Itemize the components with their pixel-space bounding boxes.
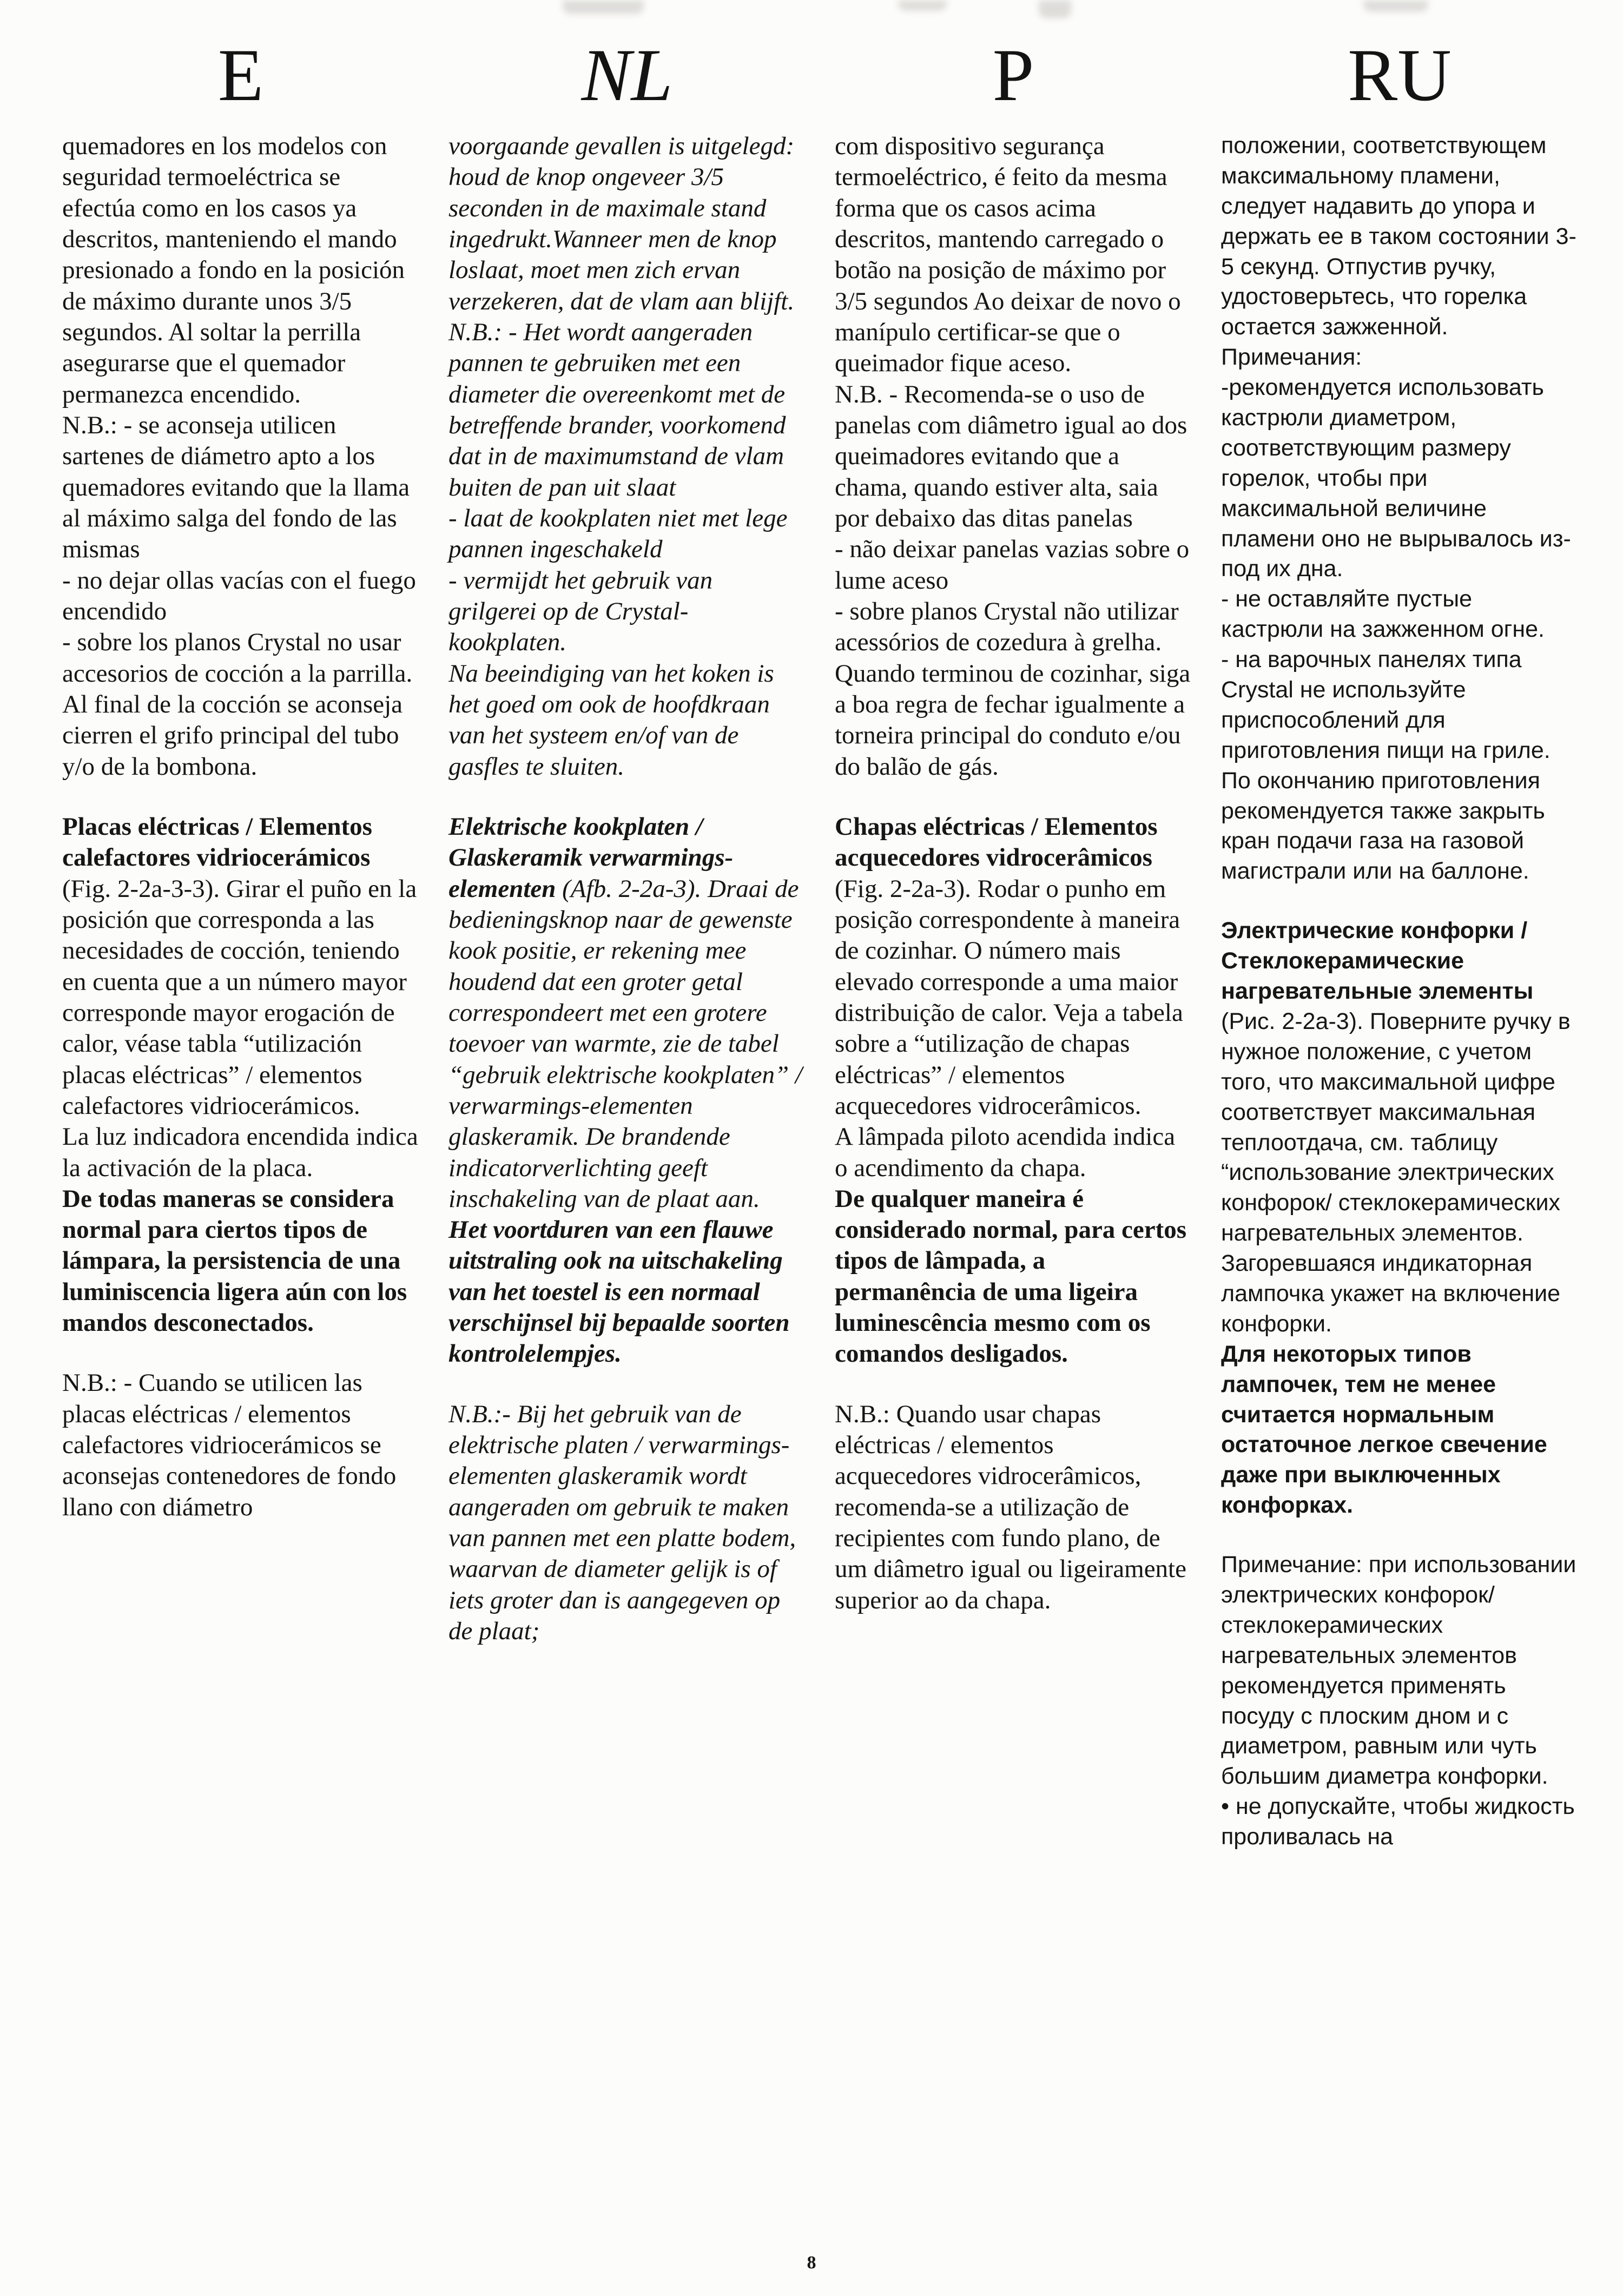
paragraph [835, 1121, 1192, 1184]
column-p [835, 34, 1192, 1852]
column-header-nl: NL [581, 34, 673, 116]
bold-text-run: Placas eléctricas / Elementos calefactores vidriocerámicos [62, 812, 372, 872]
text-run: N.B.: - se aconseja utilicen sartenes de diámetro apto a los quemadores evitando que la llama al máximo salga del fondo de las mismas [62, 411, 410, 564]
text-run: N.B.:- Bij het gebruik van de elektrische platen / verwarmings-elementen glaskeramik wordt aangeraden om gebruik te maken van pannen met een platte bodem, waarvan de diameter gelijk is of iets groter dan is aangegeven op de plaat; [448, 1400, 796, 1646]
paragraph [62, 1121, 419, 1184]
text-run: - на варочных панелях типа Crystal не используйте приспособлений для приготовления пищи на гриле. [1221, 646, 1551, 763]
text-run: (Рис. 2-2а-3). Поверните ручку в нужное положение, с учетом того, что максимальной цифре соответствует максимальная теплоотдача, см. таблицу “использование электрических конфорок/ стеклокерамических нагревательных элементов. Загоревшаяся индикаторная лампочка укажет на включение конфорки. [1221, 1008, 1571, 1337]
text-run: - sobre planos Crystal não utilizar acessórios de cozedura à grelha. [835, 597, 1179, 657]
text-run: com dispositivo segurança termoeléctrico, é feito da mesma forma que os casos acima descritos, mantendo carregado o botão na posição de máximo por 3/5 segundos Ao deixar de novo o manípulo certificar-se que o queimador fique aceso. [835, 132, 1181, 378]
paragraph [62, 811, 419, 1121]
page-number: 8 [807, 2253, 816, 2273]
paragraph [1221, 766, 1578, 887]
paragraph [835, 1399, 1192, 1616]
bold-text-run: De todas maneras se considera normal para ciertos tipos de lámpara, la persistencia de una luminiscencia ligera aún con los mandos desconectados. [62, 1184, 407, 1337]
paragraph [448, 1215, 806, 1370]
text-run: voorgaande gevallen is uitgelegd: houd de knop ongeveer 3/5 seconden in de maximale stand ingedrukt.Wanneer men de knop loslaat, moet men zich ervan verzekeren, dat de vlam aan blijft. [448, 132, 795, 315]
scan-artifact [1039, 0, 1071, 18]
paragraph [62, 627, 419, 689]
paragraph [62, 689, 419, 782]
text-run: quemadores en los modelos con seguridad termoeléctrica se efectúa como en los casos ya descritos, manteniendo el mando presionado a fondo en la posición de máximo durante unos 3/5 segundos. Al soltar la perrilla asegurarse que el quemador permanezca encendido. [62, 132, 405, 408]
column-header-ru: RU [1348, 34, 1452, 116]
paragraph [62, 565, 419, 628]
paragraph [448, 1399, 806, 1647]
text-run: La luz indicadora encendida indica la activación de la placa. [62, 1123, 418, 1182]
bold-text-run: Elektrische kookplaten / Glaskeramik verwarmings-elementen [448, 812, 734, 903]
text-run: Quando terminou de cozinhar, siga a boa regra de fechar igualmente a torneira principal do conduto e/ou do balão de gás. [835, 659, 1191, 781]
paragraph [1221, 1550, 1578, 1792]
paragraph [448, 317, 806, 503]
text-run: N.B.: - Het wordt aangeraden pannen te gebruiken met een diameter die overeenkomt met de betreffende brander, voorkomend dat in de maximumstand de vlam buiten de pan uit slaat [448, 318, 786, 502]
paragraph [1221, 1792, 1578, 1852]
bold-text-run: De qualquer maneira é considerado normal, para certos tipos de lâmpada, a permanência de uma ligeira luminescência mesmo com os comandos desligados. [835, 1184, 1187, 1368]
paragraph [835, 811, 1192, 1121]
paragraph [835, 131, 1192, 379]
paragraph [1221, 645, 1578, 766]
paragraph [1221, 1340, 1578, 1521]
text-run: (Fig. 2-2a-3). Rodar o punho em posição correspondente à maneira de cozinhar. O número mais elevado corresponde a uma maior distribuição de calor. Veja a tabela sobre a “utilização de chapas eléctricas” / elementos acquecedores vidrocerâmicos. [835, 874, 1183, 1120]
text-run: Al final de la cocción se aconseja cierren el grifo principal del tubo y/o de la bombona. [62, 690, 403, 781]
paragraph [1221, 916, 1578, 1339]
text-run: • не допускайте, чтобы жидкость проливалась на [1221, 1793, 1575, 1850]
scan-artifact [898, 0, 947, 11]
text-run: - sobre los planos Crystal no usar accesorios de cocción a la parrilla. [62, 628, 413, 688]
bold-text-run: Chapas eléctricas / Elementos acquecedores vidrocerâmicos [835, 812, 1158, 872]
bold-text-run: Для некоторых типов лампочек, тем не менее считается нормальным остаточное легкое свечение даже при выключенных конфорках. [1221, 1341, 1547, 1519]
column-ru [1221, 34, 1578, 1852]
bold-text-run: Het voortduren van een flauwe uitstraling ook na uitschakeling van het toestel is een normaal verschijnsel bij bepaalde soorten kontrolelempjes. [448, 1216, 790, 1368]
text-run: (Afb. 2-2a-3). Draai de bedieningsknop naar de gewenste kook positie, er rekening mee houdend dat een groter getal correspondeert met een grotere toevoer van warmte, zie de tabel “gebruik elektrische kookplaten” / verwarmings-elementen glaskeramik. De brandende indicatorverlichting geeft inschakeling van de plaat aan. [448, 874, 802, 1213]
paragraph [835, 534, 1192, 596]
text-run: - vermijdt het gebruik van grilgerei op de Crystal-kookplaten. [448, 566, 713, 657]
paragraph [62, 131, 419, 410]
text-run: Примечание: при использовании электрических конфорок/ стеклокерамических нагревательных элементов рекомендуется применять посуду с плоским дном и с диаметром, равным или чуть большим диаметра конфорки. [1221, 1552, 1576, 1790]
text-run: N.B.: - Cuando se utilicen las placas eléctricas / elementos calefactores vidriocerámicos se aconsejas contenedores de fondo llano con diámetro [62, 1369, 397, 1521]
column-header-p: P [992, 34, 1034, 116]
scan-artifact [563, 0, 644, 14]
text-run: N.B.: Quando usar chapas eléctricas / elementos acquecedores vidrocerâmicos, recomenda-se a utilização de recipientes com fundo plano, de um diâmetro igual ou ligeiramente superior ao da chapa. [835, 1400, 1186, 1614]
paragraph [448, 565, 806, 658]
column-nl [448, 34, 806, 1852]
column-header-e: E [217, 34, 264, 116]
text-run: Na beeindiging van het koken is het goed om ook de hoofdkraan van het systeem en/of van de gasfles te sluiten. [448, 659, 774, 781]
text-run: (Fig. 2-2a-3-3). Girar el puño en la posición que corresponda a las necesidades de cocción, teniendo en cuenta que a un número mayor corresponde mayor erogación de calor, véase tabla “utilización placas eléctricas” / elementos calefactores vidriocerámicos. [62, 874, 417, 1120]
paragraph [1221, 342, 1578, 373]
text-run: - не оставляйте пустые кастрюли на зажженном огне. [1221, 586, 1545, 643]
text-run: По окончанию приготовления рекомендуется также закрыть кран подачи газа на газовой магистрали или на баллоне. [1221, 767, 1545, 885]
text-run: -рекомендуется использовать кастрюли диаметром, соответствующим размеру горелок, чтобы при максимальной величине пламени оно не вырывалось из-под их дна. [1221, 374, 1571, 582]
text-run: положении, соответствующем максимальному пламени, следует надавить до упора и держать ее в таком состоянии 3-5 секунд. Отпустив ручку, удостоверьтесь, что горелка остается зажженной. [1221, 133, 1576, 340]
scan-artifacts [0, 0, 1623, 32]
text-run: Примечания: [1221, 344, 1362, 371]
paragraph [835, 379, 1192, 535]
text-run: - laat de kookplaten niet met lege pannen ingeschakeld [448, 504, 788, 564]
paragraph [62, 410, 419, 565]
paragraph [62, 1368, 419, 1523]
text-run: - não deixar panelas vazias sobre o lume aceso [835, 535, 1190, 595]
text-run: N.B. - Recomenda-se o uso de panelas com diâmetro igual ao dos queimadores evitando que a chama, quando estiver alta, saia por debaixo das ditas panelas [835, 380, 1187, 532]
bold-text-run: Электрические конфорки / Стеклокерамические нагревательные элементы [1221, 918, 1534, 1005]
paragraph [835, 596, 1192, 658]
paragraph [1221, 131, 1578, 342]
paragraph [62, 1184, 419, 1339]
paragraph [835, 658, 1192, 782]
paragraph [835, 1184, 1192, 1370]
paragraph [448, 131, 806, 317]
paragraph [448, 658, 806, 782]
paragraph [1221, 584, 1578, 645]
paragraph [448, 811, 806, 1215]
scan-artifact [1363, 0, 1428, 12]
column-e [62, 34, 419, 1852]
text-run: - no dejar ollas vacías con el fuego encendido [62, 566, 416, 625]
paragraph [448, 503, 806, 565]
paragraph [1221, 373, 1578, 584]
text-run: A lâmpada piloto acendida indica o acendimento da chapa. [835, 1123, 1176, 1182]
